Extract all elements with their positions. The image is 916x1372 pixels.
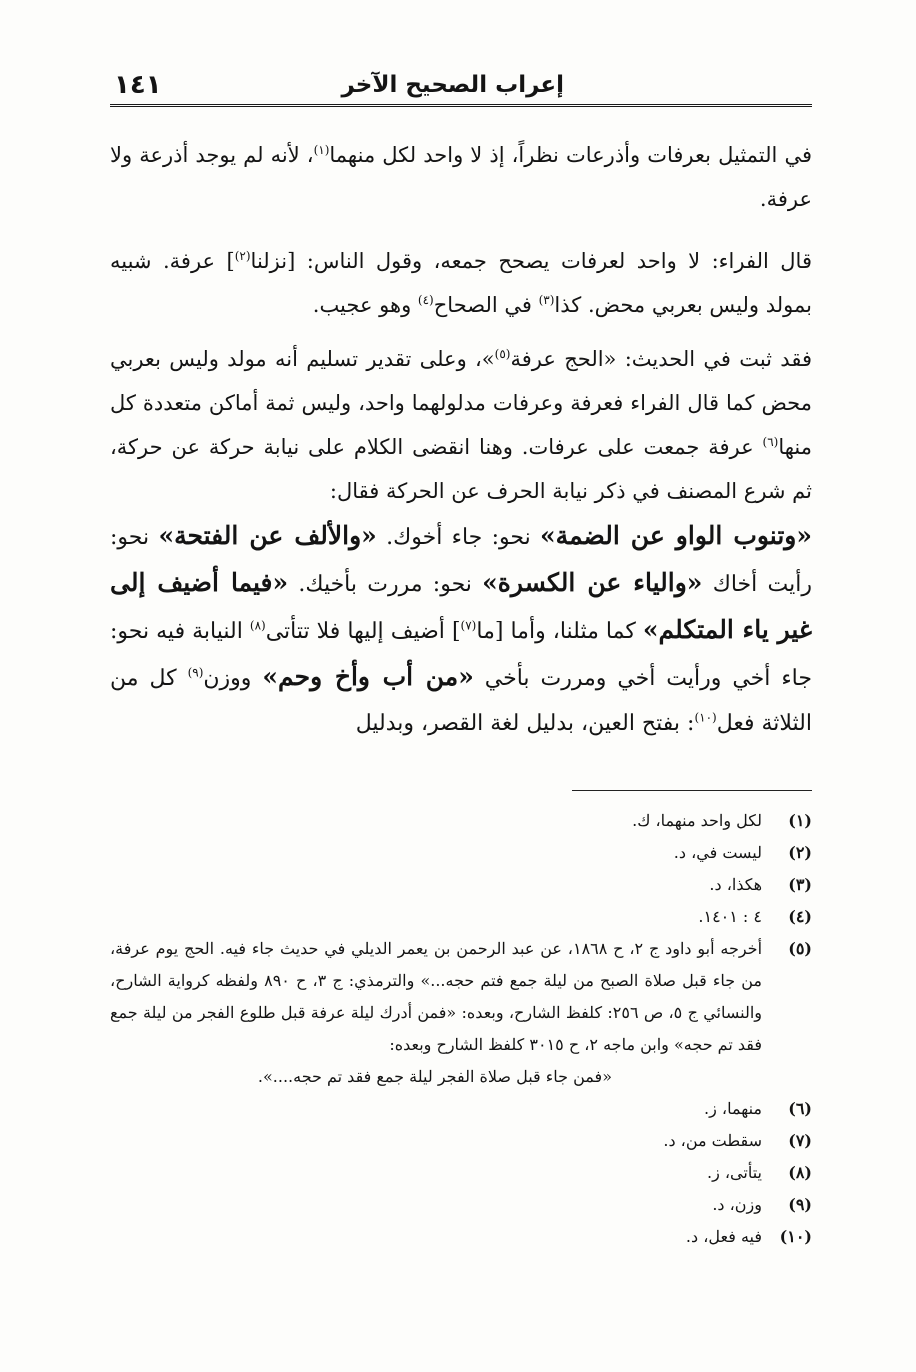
- footnote-item: [110, 869, 812, 901]
- matn-paragraph: «وتنوب الواو عن الضمة» نحو: جاء أخوك. «والألف عن الفتحة» نحو: رأيت أخاك «والياء عن الكسرة» نحو: مررت بأخيك. «فيما أضيف إلى غير ياء المتكلم» كما مثلنا، وأما [ما$^{(٧)}$] أضيف إليها فلا تتأتى$^{(٨)}$ النيابة فيه نحو: جاء أخي ورأيت أخي ومررت بأخي «من أب وأخ وحم» ووزن$^{(٩)}$ كل من الثلاثة فعل$^{(١٠)}$: بفتح العين، بدليل لغة القصر، وبدليل: [110, 521, 813, 736]
- footnote-number: (٧): [788, 1131, 812, 1150]
- footnote-number: (٨): [788, 1163, 812, 1182]
- footnote-item: [110, 1093, 812, 1125]
- footnote-text: أخرجه أبو داود ج ٢، ح ١٨٦٨، عن عبد الرحمن بن يعمر الديلي في حديث جاء فيه. الحج يوم عرفة، من جاء قبل صلاة الصبح من ليلة جمع فتم حجه...» والترمذي: ج ٣، ح ٨٩٠ ولفظه كرواية الشارح، والنسائي ج ٥، ص ٢٥٦: كلفظ الشارح، وبعده: «فمن أدرك ليلة عرفة قبل طلوع الفجر من ليلة جمع فقد تم حجه» وابن ماجه ٢، ح ٣٠١٥ كلفظ الشارح وبعده:: [110, 939, 763, 1054]
- footnote-item: [110, 933, 812, 1093]
- footnote-item: [110, 837, 812, 869]
- footnote-item: [110, 1157, 812, 1189]
- footnote-number: (٤): [788, 907, 812, 926]
- footnote-text: فيه فعل، د.: [685, 1227, 762, 1246]
- footnote-number: (٣): [788, 875, 812, 894]
- footnote-number: (٦): [788, 1099, 812, 1118]
- footnote-item: [110, 901, 812, 933]
- footnote-ref[interactable]: (٢): [234, 249, 251, 263]
- footnote-number: (٢): [788, 843, 812, 862]
- matn-quote: «من أب وأخ وحم»: [262, 662, 474, 691]
- footnote-number: (٥): [788, 939, 812, 958]
- footnote-text: لكل واحد منهما، ك.: [632, 811, 762, 830]
- footnote-ref[interactable]: (٥): [494, 347, 511, 361]
- footnote-ref[interactable]: (١٠): [694, 710, 717, 725]
- book-page: [110, 64, 812, 1354]
- footnote-ref[interactable]: (٣): [538, 293, 555, 307]
- matn-quote: «والألف عن الفتحة»: [158, 521, 377, 550]
- footnote-text: يتأتى، ز.: [706, 1163, 762, 1182]
- footnote-quote: «فمن جاء قبل صلاة الفجر ليلة جمع فقد تم حجه....».: [257, 1067, 612, 1086]
- paragraph-1: في التمثيل بعرفات وأذرعات نظراً، إذ لا واحد لكل منهما$^{(١)}$، لأنه لم يوجد أذرعة ولا عرفة.: [110, 143, 812, 211]
- footnote-number: (٩): [788, 1195, 812, 1214]
- matn-quote: «والياء عن الكسرة»: [482, 568, 703, 597]
- footnote-text: منهما، ز.: [704, 1099, 762, 1118]
- footnote-number: (١): [788, 811, 812, 830]
- matn-quote: «فيما أضيف إلى غير ياء المتكلم»: [110, 568, 813, 644]
- footnote-item: [110, 1221, 812, 1253]
- page-number: ١٤١: [114, 70, 162, 100]
- running-title: إعراب الصحيح الآخر: [341, 72, 564, 98]
- footnote-text: سقطت من، د.: [663, 1131, 762, 1150]
- footnote-ref[interactable]: (٤): [417, 293, 434, 307]
- paragraph-3: فقد ثبت في الحديث: «الحج عرفة$^{(٥)}$»، وعلى تقدير تسليم أنه مولد وليس بعربي محض كما قال الفراء فعرفة وعرفات مدلولهما واحد، وليس ثمة أماكن متعددة كل منها$^{(٦)}$ عرفة جمعت على عرفات. وهنا انقضى الكلام على نيابة حركة عن حركة، ثم شرع المصنف في ذكر نيابة الحرف عن الحركة فقال:: [110, 347, 812, 503]
- footnote-item: [110, 805, 812, 837]
- footnote-text: وزن، د.: [712, 1195, 762, 1214]
- footnote-number: (١٠): [779, 1227, 812, 1246]
- paragraph-2: قال الفراء: لا واحد لعرفات يصحح جمعه، وقول الناس: [نزلنا$^{(٢)}$] عرفة. شبيه بمولد وليس بعربي محض. كذا$^{(٣)}$ في الصحاح$^{(٤)}$ وهو عجيب.: [110, 249, 812, 317]
- footnote-text: هكذا، د.: [709, 875, 762, 894]
- footnote-item: [110, 1189, 812, 1221]
- footnote-ref[interactable]: (٩): [187, 665, 204, 680]
- footnote-text: ٤ : ١٤٠١.: [698, 907, 762, 926]
- main-text: [110, 133, 812, 746]
- footnote-ref[interactable]: (١): [313, 143, 330, 157]
- page-header: [110, 64, 812, 107]
- footnote-item: [110, 1125, 812, 1157]
- footnote-ref[interactable]: (٦): [762, 435, 779, 449]
- footnote-ref[interactable]: (٨): [249, 618, 266, 633]
- footnote-ref[interactable]: (٧): [460, 618, 477, 633]
- footnotes: [110, 805, 812, 1253]
- matn-quote: «وتنوب الواو عن الضمة»: [540, 521, 812, 550]
- footnote-divider: [572, 790, 812, 791]
- footnote-text: ليست في، د.: [673, 843, 762, 862]
